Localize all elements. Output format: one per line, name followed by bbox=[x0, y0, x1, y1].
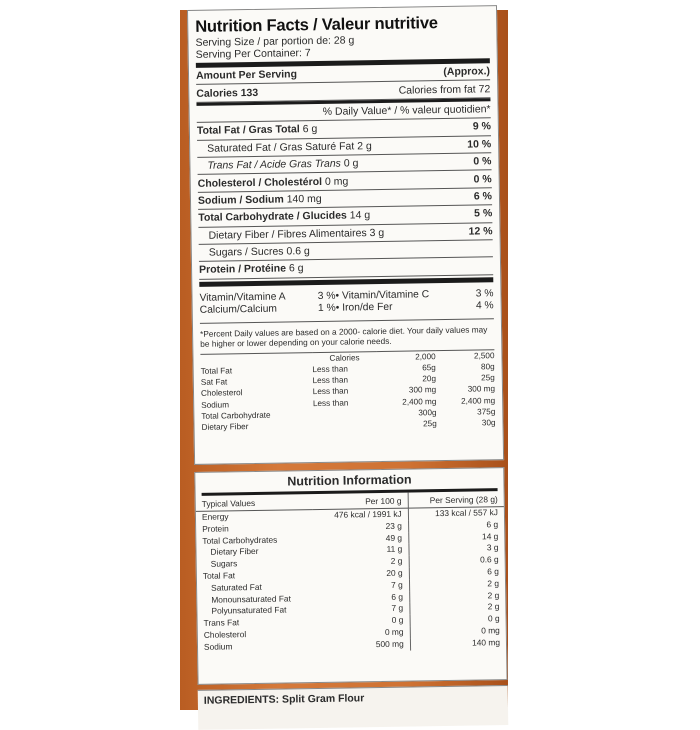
info-table-cell: Dietary Fiber bbox=[210, 546, 259, 558]
dv-table-cell: Cholesterol bbox=[200, 388, 243, 399]
dv-table-cell: 30g bbox=[481, 418, 496, 428]
info-table-cell: Polyunsaturated Fat bbox=[211, 604, 287, 617]
info-table-cell: 7 g bbox=[314, 603, 409, 616]
nutrient-daily-value: 0 % bbox=[473, 172, 492, 186]
dv-header-label: % Daily Value* / % valeur quotidien* bbox=[322, 103, 491, 118]
info-table-cell: Monounsaturated Fat bbox=[211, 593, 291, 605]
info-table-cell: 14 g bbox=[481, 530, 499, 542]
dv-table-cell: 375g bbox=[477, 406, 496, 417]
dv-table-cell: 25g bbox=[481, 373, 495, 383]
calories-label: Calories 133 bbox=[196, 86, 259, 100]
dv-table-cell: 25g bbox=[422, 419, 437, 429]
info-header-cell: Per Serving (28 g) bbox=[408, 491, 504, 508]
dv-header-cell: 2,500 bbox=[473, 350, 495, 361]
nutrient-amount: 14 g bbox=[349, 209, 371, 222]
nutrient-name: Dietary Fiber / Fibres Alimentaires bbox=[208, 226, 367, 242]
dv-table-cell: 300 mg bbox=[408, 385, 437, 395]
nutrition-information-table bbox=[196, 491, 506, 653]
vitamin-cell: 3 % bbox=[317, 290, 336, 302]
approx-label: (Approx.) bbox=[443, 65, 491, 79]
nutrient-amount: 2 g bbox=[357, 139, 372, 153]
info-table-cell: 0.6 g bbox=[479, 554, 499, 565]
nutrition-label bbox=[187, 5, 501, 707]
info-table-cell: 0 mg bbox=[315, 627, 410, 640]
dv-table-cell: Less than bbox=[312, 386, 349, 397]
nutrient-amount: 6 g bbox=[302, 123, 318, 136]
nutrient-amount: 3 g bbox=[369, 226, 385, 239]
amount-header: Amount Per Serving bbox=[195, 68, 298, 83]
daily-value-footnote: *Percent Daily values are based on a 2000- calorie diet. Your daily values may be higher or lower depending on your calorie needs. bbox=[200, 318, 494, 354]
info-table-cell: Total Fat bbox=[202, 570, 236, 581]
vitamin-cell: • Vitamin/Vitamine C bbox=[335, 288, 430, 302]
nutrient-label bbox=[199, 263, 304, 277]
serving-size: Serving Size / par portion de: 28 g bbox=[195, 34, 355, 49]
vitamin-cell: • Iron/de Fer bbox=[335, 301, 393, 314]
nutrient-name: Sugars / Sucres bbox=[208, 245, 284, 259]
info-header-cell: Typical Values bbox=[196, 494, 313, 511]
nutrient-label bbox=[197, 157, 358, 172]
nutrient-label bbox=[198, 209, 370, 224]
dv-table-cell bbox=[313, 419, 378, 431]
nutrient-amount: 0 mg bbox=[324, 175, 349, 188]
nutrient-amount: 0.6 g bbox=[286, 245, 310, 258]
dv-table-cell: 20g bbox=[422, 374, 437, 384]
nutrient-name: Trans Fat / Acide Gras Trans bbox=[207, 157, 341, 172]
vitamin-cell: 4 % bbox=[475, 300, 494, 312]
info-table-cell: 6 g bbox=[486, 518, 499, 530]
dv-table-cell: 300g bbox=[418, 407, 437, 418]
info-table-cell: 20 g bbox=[314, 568, 409, 581]
dv-header-cell: 2,000 bbox=[415, 351, 436, 362]
nutrient-amount: 6 g bbox=[288, 262, 304, 275]
nutrient-rows bbox=[197, 118, 493, 279]
vitamin-cell: Calcium/Calcium bbox=[199, 303, 278, 317]
nutrient-name: Total Fat / Gras Total bbox=[196, 123, 300, 138]
info-table-cell: Saturated Fat bbox=[210, 581, 262, 593]
vitamin-cell: 3 % bbox=[475, 287, 494, 300]
nutrient-label bbox=[198, 227, 384, 242]
nutrient-label bbox=[199, 245, 310, 259]
info-table-cell: 0 mg bbox=[481, 625, 500, 636]
nutrient-daily-value: 0 % bbox=[473, 155, 492, 168]
info-table-cell: 11 g bbox=[313, 544, 408, 557]
nutrient-daily-value: 5 % bbox=[474, 207, 493, 220]
vitamin-grid bbox=[199, 282, 493, 318]
dv-header-cell: Calories bbox=[329, 353, 360, 363]
info-table-cell: 7 g bbox=[314, 579, 409, 592]
info-table-cell: 23 g bbox=[313, 520, 408, 533]
info-table-cell: 0 g bbox=[315, 615, 410, 628]
info-table-cell: Total Carbohydrates bbox=[202, 534, 278, 546]
dv-table-cell: Less than bbox=[312, 375, 349, 386]
dv-table-cell: 2,400 mg bbox=[460, 395, 496, 406]
info-table-cell: Energy bbox=[201, 511, 229, 522]
info-table-cell: 500 mg bbox=[315, 638, 410, 651]
info-table-cell: 2 g bbox=[487, 589, 500, 600]
info-table-cell: 3 g bbox=[486, 542, 499, 553]
dv-table-cell: 2,400 mg bbox=[402, 396, 437, 407]
ingredients-panel bbox=[198, 685, 509, 730]
nutrient-amount: 140 mg bbox=[286, 192, 322, 206]
nutrient-daily-value: 6 % bbox=[473, 190, 493, 203]
info-table-cell: 0 g bbox=[487, 613, 500, 624]
dv-table-cell: Sat Fat bbox=[200, 377, 228, 387]
info-table-cell: 49 g bbox=[313, 532, 408, 545]
calories-from-fat: Calories from fat 72 bbox=[398, 82, 491, 97]
dv-table-cell: Total Fat bbox=[200, 366, 233, 376]
ingredients-label: INGREDIENTS: Split Gram Flour bbox=[203, 692, 365, 707]
vitamin-cell: 1 % bbox=[317, 302, 336, 315]
info-table-cell: Sugars bbox=[210, 558, 238, 569]
info-table-cell: 133 kcal / 557 kJ bbox=[434, 507, 499, 519]
nutrition-facts-panel bbox=[187, 5, 504, 465]
vitamin-cell: Vitamin/Vitamine A bbox=[199, 291, 286, 304]
dv-table-cell: Total Carbohydrate bbox=[201, 410, 271, 421]
nutrition-information-title: Nutrition Information bbox=[201, 468, 497, 496]
nutrient-daily-value bbox=[453, 266, 493, 267]
nutrient-daily-value: 12 % bbox=[468, 224, 493, 238]
servings-per-container: Serving Per Container: 7 bbox=[195, 47, 311, 61]
nutrient-label bbox=[198, 175, 349, 189]
dv-table-cell: Less than bbox=[312, 398, 349, 408]
info-table-cell: 2 g bbox=[314, 556, 409, 569]
dv-table-cell: 65g bbox=[422, 363, 436, 373]
info-table-cell: 476 kcal / 1991 kJ bbox=[313, 508, 408, 522]
nutrient-label bbox=[197, 140, 372, 155]
nutrient-name: Protein / Protéine bbox=[198, 262, 287, 277]
nutrient-daily-value: 10 % bbox=[467, 137, 492, 151]
info-header-cell: Per 100 g bbox=[313, 493, 408, 510]
info-table-cell: 2 g bbox=[487, 577, 500, 589]
nutrient-name: Cholesterol / Cholestérol bbox=[197, 175, 323, 190]
info-table-cell: 6 g bbox=[487, 566, 499, 577]
dv-table-cell: 300 mg bbox=[467, 384, 496, 394]
nutrient-amount: 0 g bbox=[343, 157, 359, 170]
dv-table-cell: Dietary Fiber bbox=[201, 421, 249, 432]
info-table-cell: 2 g bbox=[487, 601, 500, 612]
nutrient-row bbox=[199, 258, 493, 280]
info-table-cell: Sodium bbox=[203, 641, 233, 652]
nutrient-label bbox=[198, 193, 322, 207]
nutrient-daily-value: 9 % bbox=[472, 120, 491, 133]
info-table-cell: Cholesterol bbox=[203, 629, 247, 640]
nutrition-information-panel bbox=[194, 467, 507, 685]
info-table-cell: Protein bbox=[202, 523, 229, 534]
info-table-cell: 6 g bbox=[314, 591, 409, 604]
nutrition-facts-title: Nutrition Facts / Valeur nutritive bbox=[195, 14, 438, 36]
nutrient-daily-value bbox=[453, 248, 493, 249]
dv-table-cell: Less than bbox=[312, 364, 348, 374]
info-table-cell: Trans Fat bbox=[203, 617, 240, 628]
nutrient-name: Saturated Fat / Gras Saturé Fat bbox=[207, 140, 355, 155]
daily-value-table bbox=[200, 349, 495, 433]
nutrient-name: Sodium / Sodium bbox=[197, 193, 284, 207]
info-table-cell: 140 mg bbox=[471, 636, 501, 648]
nutrient-label bbox=[197, 123, 318, 137]
dv-table-cell: Sodium bbox=[201, 399, 230, 410]
dv-table-cell: 80g bbox=[480, 362, 495, 372]
nutrient-name: Total Carbohydrate / Glucides bbox=[198, 209, 347, 225]
